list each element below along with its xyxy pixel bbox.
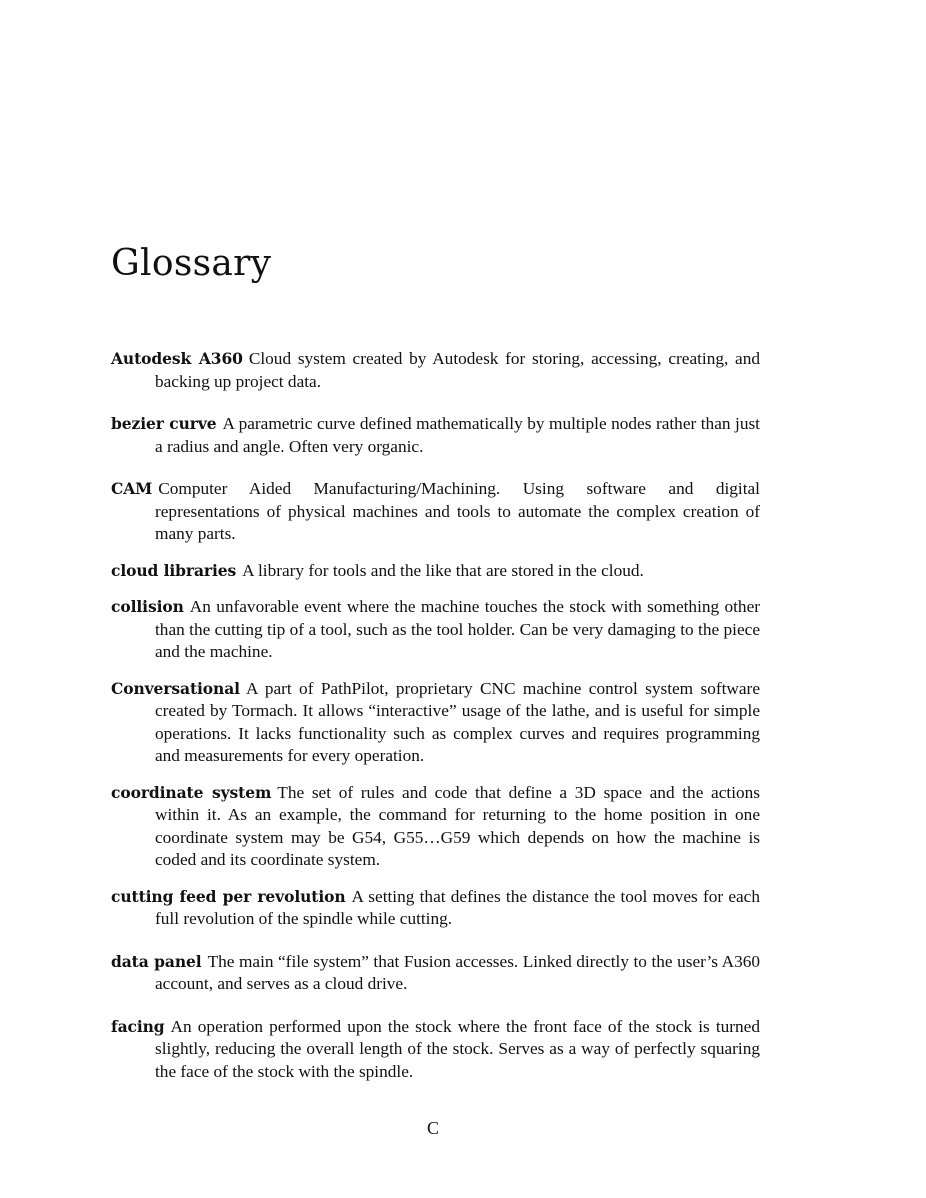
glossary-entry <box>111 678 760 768</box>
glossary-term: cutting feed per revolution <box>111 886 346 906</box>
glossary-term: data panel <box>111 951 202 971</box>
glossary-term: coordinate system <box>111 782 272 802</box>
glossary-definition: A setting that defines the distance the tool moves for each full revolution of the spindle while cutting. <box>155 886 760 928</box>
page-title: Glossary <box>111 243 272 284</box>
glossary-entry <box>111 1016 760 1084</box>
glossary-term: cloud libraries <box>111 560 237 580</box>
glossary-entry <box>111 560 760 583</box>
glossary-definition: Cloud system created by Autodesk for storing, accessing, creating, and backing up project data. <box>155 349 760 391</box>
glossary-entry <box>111 478 760 546</box>
glossary-definition: The set of rules and code that define a 3D space and the actions within it. As an example, the command for returning to the home position in one coordinate system may be G54, G55…G59 which depends on how the machine is coded and its coordinate system. <box>155 782 760 869</box>
glossary-definition: An operation performed upon the stock where the front face of the stock is turned slightly, reducing the overall length of the stock. Serves as a way of perfectly squaring the face of the stock with the spindle. <box>155 1016 760 1081</box>
glossary-term: collision <box>111 597 184 616</box>
glossary-term: Conversational <box>111 678 240 698</box>
glossary-entry <box>111 886 760 931</box>
glossary-definition: The main “file system” that Fusion accesses. Linked directly to the user’s A360 account, and serves as a cloud drive. <box>155 951 760 993</box>
glossary-entry <box>111 596 760 664</box>
glossary-definition: An unfavorable event where the machine touches the stock with something other than the cutting tip of a tool, such as the tool holder. Can be very damaging to the piece and the machine. <box>155 597 760 661</box>
glossary-definition: A part of PathPilot, proprietary CNC machine control system software created by Tormach. It allows “interactive” usage of the lathe, and is useful for simple operations. It lacks functionality such as complex curves and requires programming and measurements for every operation. <box>155 678 760 765</box>
glossary-term: CAM <box>111 479 153 498</box>
glossary-entry <box>111 782 760 872</box>
glossary-list <box>111 348 760 1083</box>
glossary-definition: A library for tools and the like that are stored in the cloud. <box>242 560 644 580</box>
glossary-entry <box>111 348 760 393</box>
glossary-definition: A parametric curve defined mathematically by multiple nodes rather than just a radius and angle. Often very organic. <box>155 414 760 456</box>
glossary-term: bezier curve <box>111 414 217 433</box>
page-number: C <box>426 1118 439 1138</box>
glossary-definition: Computer Aided Manufacturing/Machining. Using software and digital representations of physical machines and tools to automate the complex creation of many parts. <box>155 479 760 543</box>
glossary-entry <box>111 951 760 996</box>
glossary-term: Autodesk A360 <box>111 349 243 368</box>
glossary-entry <box>111 413 760 458</box>
glossary-term: facing <box>111 1016 165 1036</box>
